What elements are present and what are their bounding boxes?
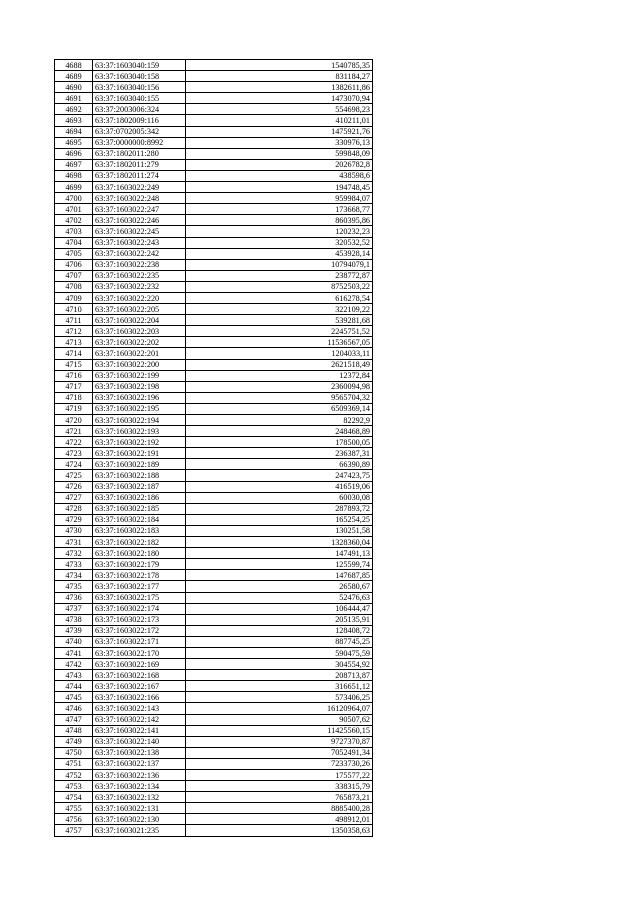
row-number: 4704: [55, 237, 93, 248]
cadastral-value: 590475,59: [186, 647, 373, 658]
cadastral-value: 7233730,26: [186, 758, 373, 769]
table-row: [55, 503, 373, 514]
table-row: [55, 182, 373, 193]
cadastral-number: 63:37:1603040:156: [93, 82, 186, 93]
cadastral-value: 330976,13: [186, 137, 373, 148]
cadastral-number: 63:37:1603022:170: [93, 647, 186, 658]
cadastral-number: 63:37:1603022:186: [93, 492, 186, 503]
cadastral-value: 287893,72: [186, 503, 373, 514]
cadastral-value: 178500,05: [186, 437, 373, 448]
cadastral-value: 2621518,49: [186, 359, 373, 370]
table-row: [55, 548, 373, 559]
cadastral-number: 63:37:1603022:242: [93, 248, 186, 259]
table-row: [55, 770, 373, 781]
table-row: [55, 614, 373, 625]
cadastral-value: 147687,85: [186, 570, 373, 581]
cadastral-number: 63:37:1603022:246: [93, 215, 186, 226]
cadastral-value: 128408,72: [186, 625, 373, 636]
cadastral-number: 63:37:1603022:172: [93, 625, 186, 636]
row-number: 4756: [55, 814, 93, 825]
cadastral-value: 438598,6: [186, 170, 373, 181]
cadastral-number: 63:37:1603022:247: [93, 204, 186, 215]
row-number: 4697: [55, 159, 93, 170]
row-number: 4691: [55, 93, 93, 104]
cadastral-number: 63:37:1603022:143: [93, 703, 186, 714]
cadastral-value: 8885400,28: [186, 803, 373, 814]
cadastral-number: 63:37:1603022:131: [93, 803, 186, 814]
cadastral-number: 63:37:1603022:193: [93, 426, 186, 437]
cadastral-number: 63:37:1603022:245: [93, 226, 186, 237]
cadastral-number: 63:37:1603022:204: [93, 315, 186, 326]
cadastral-number: 63:37:1603022:138: [93, 747, 186, 758]
row-number: 4750: [55, 747, 93, 758]
cadastral-value: 125599,74: [186, 559, 373, 570]
cadastral-number: 63:37:1603022:189: [93, 459, 186, 470]
table-row: [55, 193, 373, 204]
cadastral-value: 208713,87: [186, 670, 373, 681]
table-row: [55, 93, 373, 104]
cadastral-value: 2026782,8: [186, 159, 373, 170]
cadastral-value: 1204033,11: [186, 348, 373, 359]
row-number: 4732: [55, 548, 93, 559]
row-number: 4731: [55, 537, 93, 548]
table-row: [55, 570, 373, 581]
cadastral-value: 599848,09: [186, 148, 373, 159]
cadastral-value: 453928,14: [186, 248, 373, 259]
cadastral-value: 831184,27: [186, 71, 373, 82]
cadastral-number: 63:37:1603022:194: [93, 415, 186, 426]
table-row: [55, 71, 373, 82]
table-row: [55, 603, 373, 614]
cadastral-value: 10794079,1: [186, 259, 373, 270]
cadastral-number: 63:37:1603022:136: [93, 770, 186, 781]
row-number: 4739: [55, 625, 93, 636]
table-row: [55, 259, 373, 270]
table-row: [55, 470, 373, 481]
cadastral-number: 63:37:1802011:280: [93, 148, 186, 159]
cadastral-number: 63:37:1603022:179: [93, 559, 186, 570]
cadastral-number: 63:37:1603022:188: [93, 470, 186, 481]
row-number: 4730: [55, 525, 93, 536]
row-number: 4701: [55, 204, 93, 215]
table-row: [55, 592, 373, 603]
row-number: 4743: [55, 670, 93, 681]
row-number: 4712: [55, 326, 93, 337]
row-number: 4718: [55, 392, 93, 403]
cadastral-value: 236387,31: [186, 448, 373, 459]
cadastral-number: 63:37:1603022:132: [93, 792, 186, 803]
cadastral-number: 63:37:1603022:199: [93, 370, 186, 381]
row-number: 4705: [55, 248, 93, 259]
cadastral-number: 63:37:1603022:167: [93, 681, 186, 692]
table-row: [55, 692, 373, 703]
cadastral-number: 63:37:1603022:171: [93, 636, 186, 647]
row-number: 4733: [55, 559, 93, 570]
cadastral-number: 63:37:1802011:274: [93, 170, 186, 181]
cadastral-number: 63:37:1603022:130: [93, 814, 186, 825]
row-number: 4711: [55, 315, 93, 326]
cadastral-value: 1382611,86: [186, 82, 373, 93]
row-number: 4717: [55, 381, 93, 392]
cadastral-number: 63:37:1603022:175: [93, 592, 186, 603]
table-row: [55, 348, 373, 359]
table-row: [55, 514, 373, 525]
table-row: [55, 326, 373, 337]
table-row: [55, 714, 373, 725]
cadastral-value: 316651,12: [186, 681, 373, 692]
row-number: 4708: [55, 281, 93, 292]
cadastral-value: 573406,25: [186, 692, 373, 703]
row-number: 4700: [55, 193, 93, 204]
row-number: 4749: [55, 736, 93, 747]
table-row: [55, 825, 373, 836]
row-number: 4703: [55, 226, 93, 237]
table-row: [55, 525, 373, 536]
cadastral-number: 63:37:1603040:158: [93, 71, 186, 82]
row-number: 4696: [55, 148, 93, 159]
row-number: 4719: [55, 403, 93, 414]
table-row: [55, 492, 373, 503]
table-row: [55, 82, 373, 93]
row-number: 4707: [55, 270, 93, 281]
row-number: 4741: [55, 647, 93, 658]
cadastral-number: 63:37:1603022:200: [93, 359, 186, 370]
table-row: [55, 670, 373, 681]
table-row: [55, 237, 373, 248]
table-row: [55, 60, 373, 71]
cadastral-value: 338315,79: [186, 781, 373, 792]
cadastral-value: 12372,84: [186, 370, 373, 381]
table-row: [55, 581, 373, 592]
row-number: 4725: [55, 470, 93, 481]
cadastral-value: 175577,22: [186, 770, 373, 781]
row-number: 4728: [55, 503, 93, 514]
table-row: [55, 215, 373, 226]
table-row: [55, 448, 373, 459]
table-row: [55, 659, 373, 670]
row-number: 4693: [55, 115, 93, 126]
table-row: [55, 537, 373, 548]
row-number: 4721: [55, 426, 93, 437]
cadastral-value: 8752503,22: [186, 281, 373, 292]
row-number: 4690: [55, 82, 93, 93]
table-row: [55, 148, 373, 159]
cadastral-number: 63:37:1603022:169: [93, 659, 186, 670]
cadastral-number: 63:37:1603022:177: [93, 581, 186, 592]
cadastral-value: 147491,13: [186, 548, 373, 559]
cadastral-value: 554698,23: [186, 104, 373, 115]
cadastral-value: 16120964,07: [186, 703, 373, 714]
cadastral-number: 63:37:1603040:155: [93, 93, 186, 104]
table-row: [55, 370, 373, 381]
table-row: [55, 426, 373, 437]
cadastral-number: 63:37:1603022:220: [93, 292, 186, 303]
table-row: [55, 803, 373, 814]
table-row: [55, 681, 373, 692]
row-number: 4752: [55, 770, 93, 781]
cadastral-number: 63:37:1603022:249: [93, 182, 186, 193]
cadastral-number: 63:37:1603022:178: [93, 570, 186, 581]
cadastral-value: 248468,89: [186, 426, 373, 437]
table-row: [55, 415, 373, 426]
row-number: 4714: [55, 348, 93, 359]
row-number: 4720: [55, 415, 93, 426]
table-row: [55, 304, 373, 315]
table-row: [55, 281, 373, 292]
row-number: 4738: [55, 614, 93, 625]
cadastral-value: 9565704,32: [186, 392, 373, 403]
cadastral-number: 63:37:1603022:195: [93, 403, 186, 414]
cadastral-value: 11425560,15: [186, 725, 373, 736]
cadastral-number: 63:37:1603022:168: [93, 670, 186, 681]
cadastral-number: 63:37:1603022:202: [93, 337, 186, 348]
row-number: 4751: [55, 758, 93, 769]
row-number: 4698: [55, 170, 93, 181]
cadastral-value: 165254,25: [186, 514, 373, 525]
cadastral-number: 63:37:1603022:201: [93, 348, 186, 359]
cadastral-value: 60030,08: [186, 492, 373, 503]
table-row: [55, 736, 373, 747]
cadastral-value: 1328360,04: [186, 537, 373, 548]
table-row: [55, 170, 373, 181]
row-number: 4745: [55, 692, 93, 703]
cadastral-number: 63:37:1802009:116: [93, 115, 186, 126]
table-row: [55, 459, 373, 470]
row-number: 4742: [55, 659, 93, 670]
row-number: 4734: [55, 570, 93, 581]
row-number: 4722: [55, 437, 93, 448]
table-row: [55, 725, 373, 736]
cadastral-value: 2245751,52: [186, 326, 373, 337]
cadastral-value: 887745,25: [186, 636, 373, 647]
cadastral-number: 63:37:1603022:180: [93, 548, 186, 559]
row-number: 4735: [55, 581, 93, 592]
table-row: [55, 159, 373, 170]
cadastral-value: 322109,22: [186, 304, 373, 315]
cadastral-number: 63:37:1603022:203: [93, 326, 186, 337]
row-number: 4747: [55, 714, 93, 725]
row-number: 4688: [55, 60, 93, 71]
cadastral-value: 6509369,14: [186, 403, 373, 414]
cadastral-number: 63:37:1603022:192: [93, 437, 186, 448]
table-row: [55, 625, 373, 636]
cadastral-number: 63:37:1603022:205: [93, 304, 186, 315]
cadastral-value: 1475921,76: [186, 126, 373, 137]
cadastral-number: 63:37:1603022:174: [93, 603, 186, 614]
cadastral-value: 247423,75: [186, 470, 373, 481]
cadastral-value: 9727370,87: [186, 736, 373, 747]
cadastral-value: 90507,62: [186, 714, 373, 725]
table-row: [55, 392, 373, 403]
cadastral-number: 63:37:1603022:173: [93, 614, 186, 625]
cadastral-number: 63:37:1603022:166: [93, 692, 186, 703]
cadastral-value: 320532,52: [186, 237, 373, 248]
cadastral-number: 63:37:1603022:191: [93, 448, 186, 459]
table-row: [55, 703, 373, 714]
cadastral-number: 63:37:1603022:248: [93, 193, 186, 204]
cadastral-value: 1540785,35: [186, 60, 373, 71]
table-row: [55, 359, 373, 370]
row-number: 4736: [55, 592, 93, 603]
table-row: [55, 292, 373, 303]
cadastral-value: 959984,07: [186, 193, 373, 204]
row-number: 4754: [55, 792, 93, 803]
row-number: 4757: [55, 825, 93, 836]
cadastral-number: 63:37:1603040:159: [93, 60, 186, 71]
cadastral-value: 1350358,63: [186, 825, 373, 836]
cadastral-value: 173668,77: [186, 204, 373, 215]
table-row: [55, 814, 373, 825]
cadastral-value: 238772,87: [186, 270, 373, 281]
table-row: [55, 270, 373, 281]
cadastral-value: 765873,21: [186, 792, 373, 803]
row-number: 4746: [55, 703, 93, 714]
table-row: [55, 126, 373, 137]
cadastral-number: 63:37:1603021:235: [93, 825, 186, 836]
row-number: 4726: [55, 481, 93, 492]
row-number: 4692: [55, 104, 93, 115]
cadastral-number: 63:37:0000000:8992: [93, 137, 186, 148]
cadastral-value: 7052491,34: [186, 747, 373, 758]
table-row: [55, 403, 373, 414]
cadastral-value: 26580,67: [186, 581, 373, 592]
table-row: [55, 337, 373, 348]
row-number: 4709: [55, 292, 93, 303]
cadastral-number: 63:37:1603022:238: [93, 259, 186, 270]
cadastral-number: 63:37:1802011:279: [93, 159, 186, 170]
table-row: [55, 636, 373, 647]
cadastral-number: 63:37:0702005:342: [93, 126, 186, 137]
cadastral-value: 616278,54: [186, 292, 373, 303]
row-number: 4729: [55, 514, 93, 525]
cadastral-value: 130251,58: [186, 525, 373, 536]
row-number: 4713: [55, 337, 93, 348]
cadastral-number: 63:37:2003006:324: [93, 104, 186, 115]
cadastral-number: 63:37:1603022:243: [93, 237, 186, 248]
cadastral-value: 539281,68: [186, 315, 373, 326]
table-row: [55, 647, 373, 658]
row-number: 4748: [55, 725, 93, 736]
row-number: 4715: [55, 359, 93, 370]
cadastral-number: 63:37:1603022:232: [93, 281, 186, 292]
cadastral-number: 63:37:1603022:196: [93, 392, 186, 403]
row-number: 4723: [55, 448, 93, 459]
table-row: [55, 481, 373, 492]
cadastral-value: 66390,89: [186, 459, 373, 470]
cadastral-value: 120232,23: [186, 226, 373, 237]
row-number: 4755: [55, 803, 93, 814]
cadastral-value: 194748,45: [186, 182, 373, 193]
row-number: 4724: [55, 459, 93, 470]
table-row: [55, 781, 373, 792]
table-row: [55, 559, 373, 570]
table-row: [55, 758, 373, 769]
row-number: 4694: [55, 126, 93, 137]
table-row: [55, 137, 373, 148]
cadastral-number: 63:37:1603022:183: [93, 525, 186, 536]
cadastral-value: 1473070,94: [186, 93, 373, 104]
table-row: [55, 381, 373, 392]
table-row: [55, 248, 373, 259]
row-number: 4716: [55, 370, 93, 381]
row-number: 4753: [55, 781, 93, 792]
cadastral-value: 410211,01: [186, 115, 373, 126]
cadastral-number: 63:37:1603022:140: [93, 736, 186, 747]
cadastral-number: 63:37:1603022:141: [93, 725, 186, 736]
parcel-table: [54, 59, 373, 837]
row-number: 4727: [55, 492, 93, 503]
cadastral-number: 63:37:1603022:182: [93, 537, 186, 548]
row-number: 4740: [55, 636, 93, 647]
row-number: 4737: [55, 603, 93, 614]
row-number: 4702: [55, 215, 93, 226]
cadastral-value: 416519,06: [186, 481, 373, 492]
row-number: 4689: [55, 71, 93, 82]
cadastral-value: 498912,01: [186, 814, 373, 825]
table-row: [55, 437, 373, 448]
cadastral-number: 63:37:1603022:137: [93, 758, 186, 769]
cadastral-number: 63:37:1603022:187: [93, 481, 186, 492]
cadastral-value: 304554,92: [186, 659, 373, 670]
cadastral-value: 205135,91: [186, 614, 373, 625]
row-number: 4699: [55, 182, 93, 193]
cadastral-number: 63:37:1603022:134: [93, 781, 186, 792]
parcel-table-body: [55, 60, 373, 837]
cadastral-value: 860395,86: [186, 215, 373, 226]
table-row: [55, 104, 373, 115]
row-number: 4710: [55, 304, 93, 315]
cadastral-number: 63:37:1603022:185: [93, 503, 186, 514]
cadastral-value: 52476,63: [186, 592, 373, 603]
cadastral-value: 2360094,98: [186, 381, 373, 392]
table-row: [55, 315, 373, 326]
cadastral-number: 63:37:1603022:142: [93, 714, 186, 725]
table-row: [55, 204, 373, 215]
table-row: [55, 115, 373, 126]
table-row: [55, 226, 373, 237]
row-number: 4695: [55, 137, 93, 148]
row-number: 4744: [55, 681, 93, 692]
table-row: [55, 792, 373, 803]
cadastral-value: 106444,47: [186, 603, 373, 614]
table-row: [55, 747, 373, 758]
cadastral-number: 63:37:1603022:198: [93, 381, 186, 392]
cadastral-number: 63:37:1603022:184: [93, 514, 186, 525]
cadastral-value: 82292,9: [186, 415, 373, 426]
cadastral-value: 11536567,05: [186, 337, 373, 348]
cadastral-number: 63:37:1603022:235: [93, 270, 186, 281]
row-number: 4706: [55, 259, 93, 270]
